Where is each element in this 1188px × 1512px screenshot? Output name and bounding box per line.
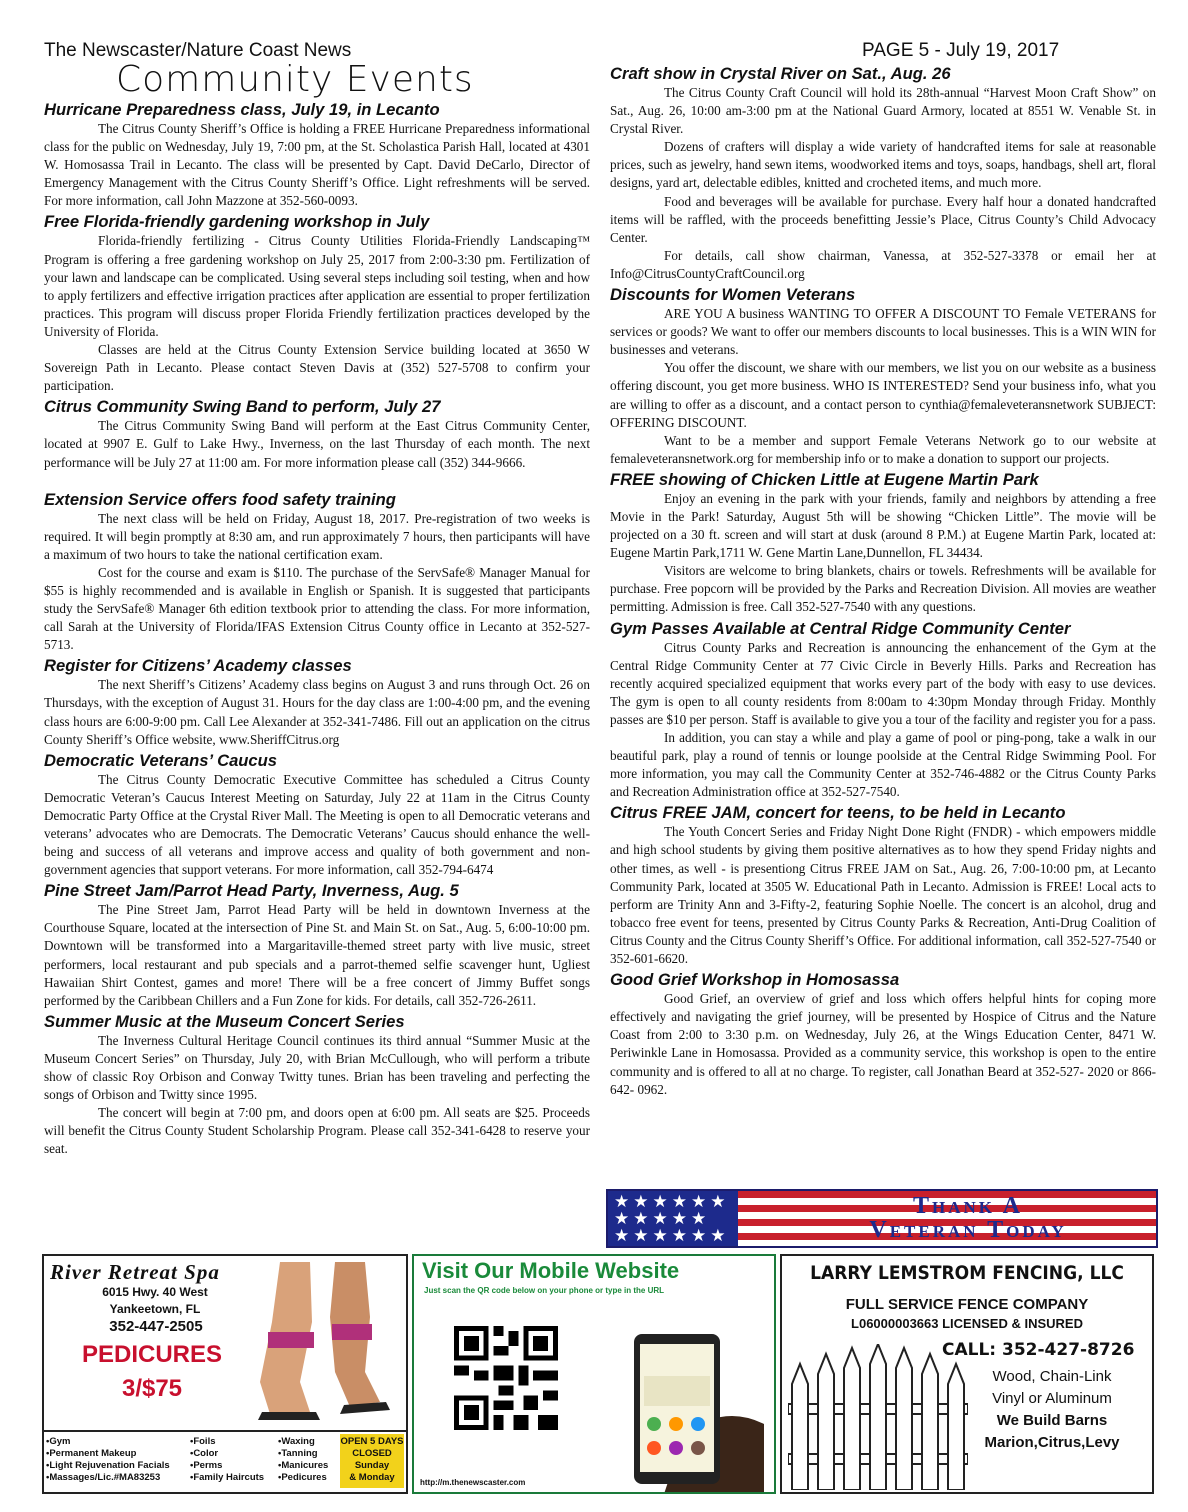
service-item: CLOSED [352, 1448, 392, 1459]
fence-line-4: Marion,Citrus,Levy [984, 1434, 1120, 1451]
mobile-url-link[interactable]: http://m.thenewscaster.com [420, 1478, 526, 1487]
fence-license: L06000003663 LICENSED & INSURED [851, 1316, 1083, 1331]
article [44, 881, 590, 1010]
article-paragraph: Want to be a member and support Female Veterans Network go to our website at femaleveteransnetwork.org for membership info or to make a donation to support our projects. [610, 432, 1156, 466]
article-headline: Craft show in Crystal River on Sat., Aug. 26 [610, 64, 951, 83]
article [610, 619, 1156, 802]
article [610, 64, 1156, 283]
spa-name: River Retreat Spa [50, 1260, 220, 1284]
banner-line-2: Veteran Today [869, 1217, 1067, 1243]
service-item: •Tanning [278, 1448, 318, 1459]
fencing-ad[interactable] [780, 1254, 1154, 1494]
article [44, 656, 590, 748]
article-paragraph: The next class will be held on Friday, August 18, 2017. Pre-registration of two weeks is required. It will begin promptly at 8:30 am, and run approximately 7 hours, then participants will have a maximum of two hours to take the national certification exam. [44, 510, 590, 562]
article-headline: Citrus Community Swing Band to perform, July 27 [44, 397, 441, 417]
service-item: •Foils [190, 1436, 216, 1447]
service-item: & Monday [349, 1472, 395, 1483]
article-headline: FREE showing of Chicken Little at Eugene Martin Park [610, 469, 1039, 489]
service-item: OPEN 5 DAYS [340, 1436, 404, 1447]
article-headline: Pine Street Jam/Parrot Head Party, Inverness, Aug. 5 [44, 881, 459, 901]
service-item: •Light Rejuvenation Facials [46, 1460, 170, 1471]
article-paragraph: The next Sheriff’s Citizens’ Academy class begins on August 3 and runs through Oct. 26 on Thursdays, with the exception of August 31. Hours for the day class are 1:00-4:00 pm, and the evening class hours are 6:00-9:00 pm. Call Lee Alexander at 352-341-7486. Fill out an application on the citrus County Sheriff’s Office website, www.SheriffCitrus.org [44, 677, 590, 747]
article [44, 1012, 590, 1159]
article-paragraph: The Citrus County Democratic Executive Committee has scheduled a Citrus County Democratic Veteran’s Caucus Interest Meeting on Saturday, July 22 at 11am in the Citrus County Democratic Party Office at the Crystal River Mall. The Meeting is open to all Democratic veterans and veterans’ advocates who are Democrats. The Democratic Veterans’ Caucus should enhance the well-being and success of all veterans and improve access and quality of both government and non-government agencies that support veterans. For more information, call 352-794-6474 [44, 771, 590, 878]
article-headline: Free Florida-friendly gardening workshop in July [44, 212, 430, 232]
picket-fence-image [788, 1344, 968, 1490]
fence-subtitle: FULL SERVICE FENCE COMPANY [845, 1296, 1089, 1313]
banner-line-1: Thank A [912, 1193, 1023, 1219]
banner-text [848, 1194, 1088, 1242]
section-title: Community Events [116, 59, 474, 100]
article-headline: Democratic Veterans’ Caucus [44, 750, 278, 770]
spa-hours-badge [340, 1434, 404, 1488]
article-headline: Good Grief Workshop in Homosassa [610, 970, 900, 990]
article-paragraph: The Pine Street Jam, Parrot Head Party will be held in downtown Inverness at the Courthouse Square, located at the intersection of Pine St. and Main St. on Sat., Aug. 5, 6:00-10:00 pm. Downtown will be transformed into a Margaritaville-themed street party with live music, street performers, local restaurant and pub specials and a parrot-themed selfie scavenger hunt, Ugliest Hawaiian Shirt Contest, games and more! There will be a free concert of Jimmy Buffet songs performed by the Caribbean Chillers and a Fun Zone for kids. For details, call 352-726-2611. [44, 902, 590, 1008]
article-paragraph: Visitors are welcome to bring blankets, chairs or towels. Refreshments will be available for purchase. Free popcorn will be provided by the Parks and Recreation Division. All movies are weather permitting. Admission is free. Call 352-527-7540 with any questions. [610, 563, 1156, 615]
article-paragraph: The Youth Concert Series and Friday Night Done Right (FNDR) - which empowers middle and high school students by giving them positive alternatives as to how they spend Friday nights and other times, as well - is presentiong Citrus FREE JAM on Sat., Aug. 26, 7:00-10:00 pm, at Lecanto Community Park, located at 3505 W. Educational Path in Lecanto. Admission is FREE! Local acts to perform are Trinity Ann and 3-Fifty-2, featuring Sophie Noelle. The concert is an alcohol, drug and tobacco free event for teens, presented by Citrus County Parks & Recreation, Anti-Drug Coalition of Citrus County and the Citrus County Sheriff’s Office. For additional information, call 352-527-7540 or 352-601-6620. [610, 824, 1156, 967]
article [610, 970, 1156, 1099]
spa-promo-line-2: 3/$75 [121, 1375, 183, 1402]
article-paragraph: Enjoy an evening in the park with your friends, family and neighbors by attending a free Movie in the Park! Saturday, August 5th will be showing “Chicken Little”. The movie will be projected on a 30 ft. screen and will start at dusk (around 8 P.M.) at Eugene Martin Park, located at: Eugene Martin Park,1711 W. Gene Martin Lane,Dunnellon, FL 34434. [610, 490, 1156, 561]
spa-services-col-2 [190, 1436, 264, 1484]
article [44, 490, 590, 655]
article-headline: Gym Passes Available at Central Ridge Community Center [610, 618, 1071, 638]
spa-services [44, 1430, 406, 1494]
spa-services-col-3 [278, 1436, 328, 1484]
fence-line-3: We Build Barns [996, 1412, 1108, 1429]
service-item: •Gym [46, 1436, 71, 1447]
article [610, 803, 1156, 968]
article-headline: Summer Music at the Museum Concert Series [44, 1011, 405, 1031]
thank-a-veteran-banner [606, 1189, 1158, 1248]
fence-company-name: LARRY LEMSTROM FENCING, LLC [810, 1262, 1124, 1284]
article-paragraph: Citrus County Parks and Recreation is announcing the enhancement of the Gym at the Central Ridge Community Center at 77 Civic Circle in Beverly Hills. Parks and Recreation has recently acquired specialized equipment that works every part of the body with easy to use devices. The gym is open to all county residents from 8:00am to 4:30pm Monday through Friday. Monthly passes are $10 per person. Staff is available to give you a tour of the facility and register you for a pass. [610, 639, 1156, 727]
article-headline: Extension Service offers food safety training [44, 489, 396, 509]
spa-ad[interactable] [42, 1254, 408, 1494]
mobile-ad-title: Visit Our Mobile Website [422, 1258, 680, 1283]
qr-code-icon[interactable] [454, 1326, 558, 1430]
spa-address [90, 1284, 220, 1318]
article-paragraph: Florida-friendly fertilizing - Citrus County Utilities Florida-Friendly Landscaping™ Program is offering a free gardening workshop on July 25, 2017 from 2:00-3:30 pm. Fertilization of your lawn and landscape can be complicated. Using several steps including soil testing, when and how to apply fertilizers and effective irrigation practices after application are essential to proper fertilization practices. This program will discuss proper Florida Friendly fertilization practices developed by the University of Florida. [44, 233, 590, 339]
service-item: •Permanent Makeup [46, 1448, 137, 1459]
page-info: PAGE 5 - July 19, 2017 [862, 40, 1060, 61]
article-paragraph: ARE YOU A business WANTING TO OFFER A DISCOUNT TO Female VETERANS for services or goods? We want to offer our members discounts to local businesses. This is a WIN WIN for businesses and veterans. [610, 306, 1156, 358]
service-item: •Perms [190, 1460, 223, 1471]
article-paragraph: Good Grief, an overview of grief and loss which offers helpful hints for coping more effectively and navigating the grief journey, will be presented by Hospice of Citrus and the Nature Coast from 2:00 to 3:30 p.m. on Wednesday, July 26, at the Wings Education Center, 8471 W. Periwinkle Lane in Homosassa. Provided as a community service, this workshop is open to the entire community and is offered to all at no charge. To register, call Jonathan Beard at 352-527- 2020 or 866-642- 0962. [610, 991, 1156, 1097]
article-headline: Citrus FREE JAM, concert for teens, to be held in Lecanto [610, 803, 1066, 823]
article-paragraph: Classes are held at the Citrus County Extension Service building located at 3650 W Sovereign Path in Lecanto. Please contact Steven Davis at (352) 527-5708 to confirm your participation. [44, 342, 590, 394]
article-headline: Register for Citizens’ Academy classes [44, 656, 352, 676]
service-item: •Massages/Lic.#MA83253 [46, 1472, 161, 1483]
service-item: •Waxing [278, 1436, 315, 1447]
spa-promo-line-1: PEDICURES [81, 1341, 223, 1368]
service-item: •Manicures [278, 1460, 329, 1471]
mobile-website-ad[interactable] [412, 1254, 776, 1494]
right-column [610, 64, 1156, 1101]
stars-field: ★★★★★★ ★★★★★ ★★★★★★ [608, 1191, 738, 1246]
article-paragraph: Cost for the course and exam is $110. The purchase of the ServSafe® Manager Manual for $55 is highly recommended and is available in English or Spanish. It is suggested that participants study the ServSafe® Manager 6th edition textbook prior to attending the class. For more information, call Sarah at the University of Florida/IFAS Extension Citrus County office in Lecanto at 352-527-5713. [44, 564, 590, 653]
article [44, 397, 590, 471]
article [44, 751, 590, 880]
mobile-ad-subtitle: Just scan the QR code below on your phone or type in the URL [424, 1286, 665, 1295]
service-item: •Family Haircuts [190, 1472, 265, 1483]
article-paragraph: Dozens of crafters will display a wide variety of handcrafted items for sale at reasonable prices, such as jewelry, hand sewn items, woodworked items and toys, soaps, handbags, shell art, floral designs, yard art, delectable edibles, knitted and crocheted items, and much more. [610, 139, 1156, 191]
spa-address-line-1: 6015 Hwy. 40 West [102, 1285, 208, 1299]
fence-line-1: Wood, Chain-Link [992, 1368, 1112, 1385]
spa-address-line-2: Yankeetown, FL [109, 1302, 201, 1316]
article-paragraph: The concert will begin at 7:00 pm, and doors open at 6:00 pm. All seats are $25. Proceeds will benefit the Citrus County Student Scholarship Program. Please call 352-341-6428 to reserve your seat. [44, 1105, 590, 1157]
service-item: •Pedicures [278, 1472, 327, 1483]
article-paragraph: In addition, you can stay a while and play a game of pool or ping-pong, take a walk in our beautiful park, play a round of tennis or lounge poolside at the Central Ridge Swimming Pool. For more information, you may call the Community Center at 352-746-4882 or the Citrus County Parks and Recreation Administration office at 352-527-7540. [610, 730, 1156, 800]
publication-name: The Newscaster/Nature Coast News [44, 40, 352, 61]
spa-promo [72, 1338, 232, 1406]
article-headline: Discounts for Women Veterans [610, 285, 856, 305]
sandal-feet-image [240, 1262, 400, 1422]
article-paragraph: The Citrus County Sheriff’s Office is holding a FREE Hurricane Preparedness informational class for the public on Wednesday, July 19, 7:00 pm, at the St. Scholastica Parish Hall, located at 4301 W. Homosassa Trail in Lecanto. The class will be presented by Capt. David DeCarlo, Director of Emergency Management with the Citrus County Sheriff’s Office. Light refreshments will be served. For more information, call John Mazzone at 352-560-0093. [44, 121, 590, 209]
article-paragraph: The Citrus County Craft Council will hold its 28th-annual “Harvest Moon Craft Show” on Sat., Aug. 26, 10:00 am-3:00 pm at the National Guard Armory, located at 8551 W. Venable St. in Crystal River. [610, 85, 1156, 137]
spa-services-col-1 [46, 1436, 170, 1484]
article-headline: Hurricane Preparedness class, July 19, in Lecanto [44, 100, 440, 119]
article [610, 470, 1156, 617]
fence-phone: CALL: 352-427-8726 [942, 1340, 1135, 1360]
left-column [44, 100, 590, 1161]
article [610, 285, 1156, 468]
article-paragraph: The Inverness Cultural Heritage Council continues its third annual “Summer Music at the Museum Concert Series” on Thursday, July 20, with Brian McCullough, who will perform a tribute show of classic Roy Orbison and Conway Twitty tunes. Brian has been traveling and perfecting the songs of Orbison and Twitty since 1995. [44, 1032, 590, 1103]
article [44, 100, 590, 210]
fence-line-2: Vinyl or Aluminum [992, 1390, 1112, 1407]
article-paragraph: The Citrus Community Swing Band will perform at the East Citrus Community Center, located at 9907 E. Gulf to Lake Hwy., Inverness, on the last Thursday of each month. The next performance will be July 27 at 11:00 am. For more information please call (352) 344-9666. [44, 418, 590, 470]
spa-phone: 352-447-2505 [109, 1318, 203, 1335]
service-item: •Color [190, 1448, 219, 1459]
article-paragraph: Food and beverages will be available for purchase. Every half hour a donated handcrafted items will be raffled, with the proceeds benefitting Jessie’s Place, Citrus County’s Child Advocacy Center. [610, 193, 1156, 245]
phone-in-hand-image [624, 1314, 764, 1494]
article-paragraph: For details, call show chairman, Vanessa, at 352-527-3378 or email her at Info@CitrusCountyCraftCouncil.org [610, 247, 1156, 281]
fence-services [952, 1366, 1152, 1454]
article [44, 212, 590, 395]
service-item: Sunday [354, 1460, 390, 1471]
article-paragraph: You offer the discount, we share with our members, we list you on our website as a business offering discount, you get more business. WHO IS INTERESTED? Send your business info, what you are willing to offer as a discount, and a contact person to cynthia@femaleveteransnetwork SUBJECT: OFFERING DISCOUNT. [610, 360, 1156, 430]
